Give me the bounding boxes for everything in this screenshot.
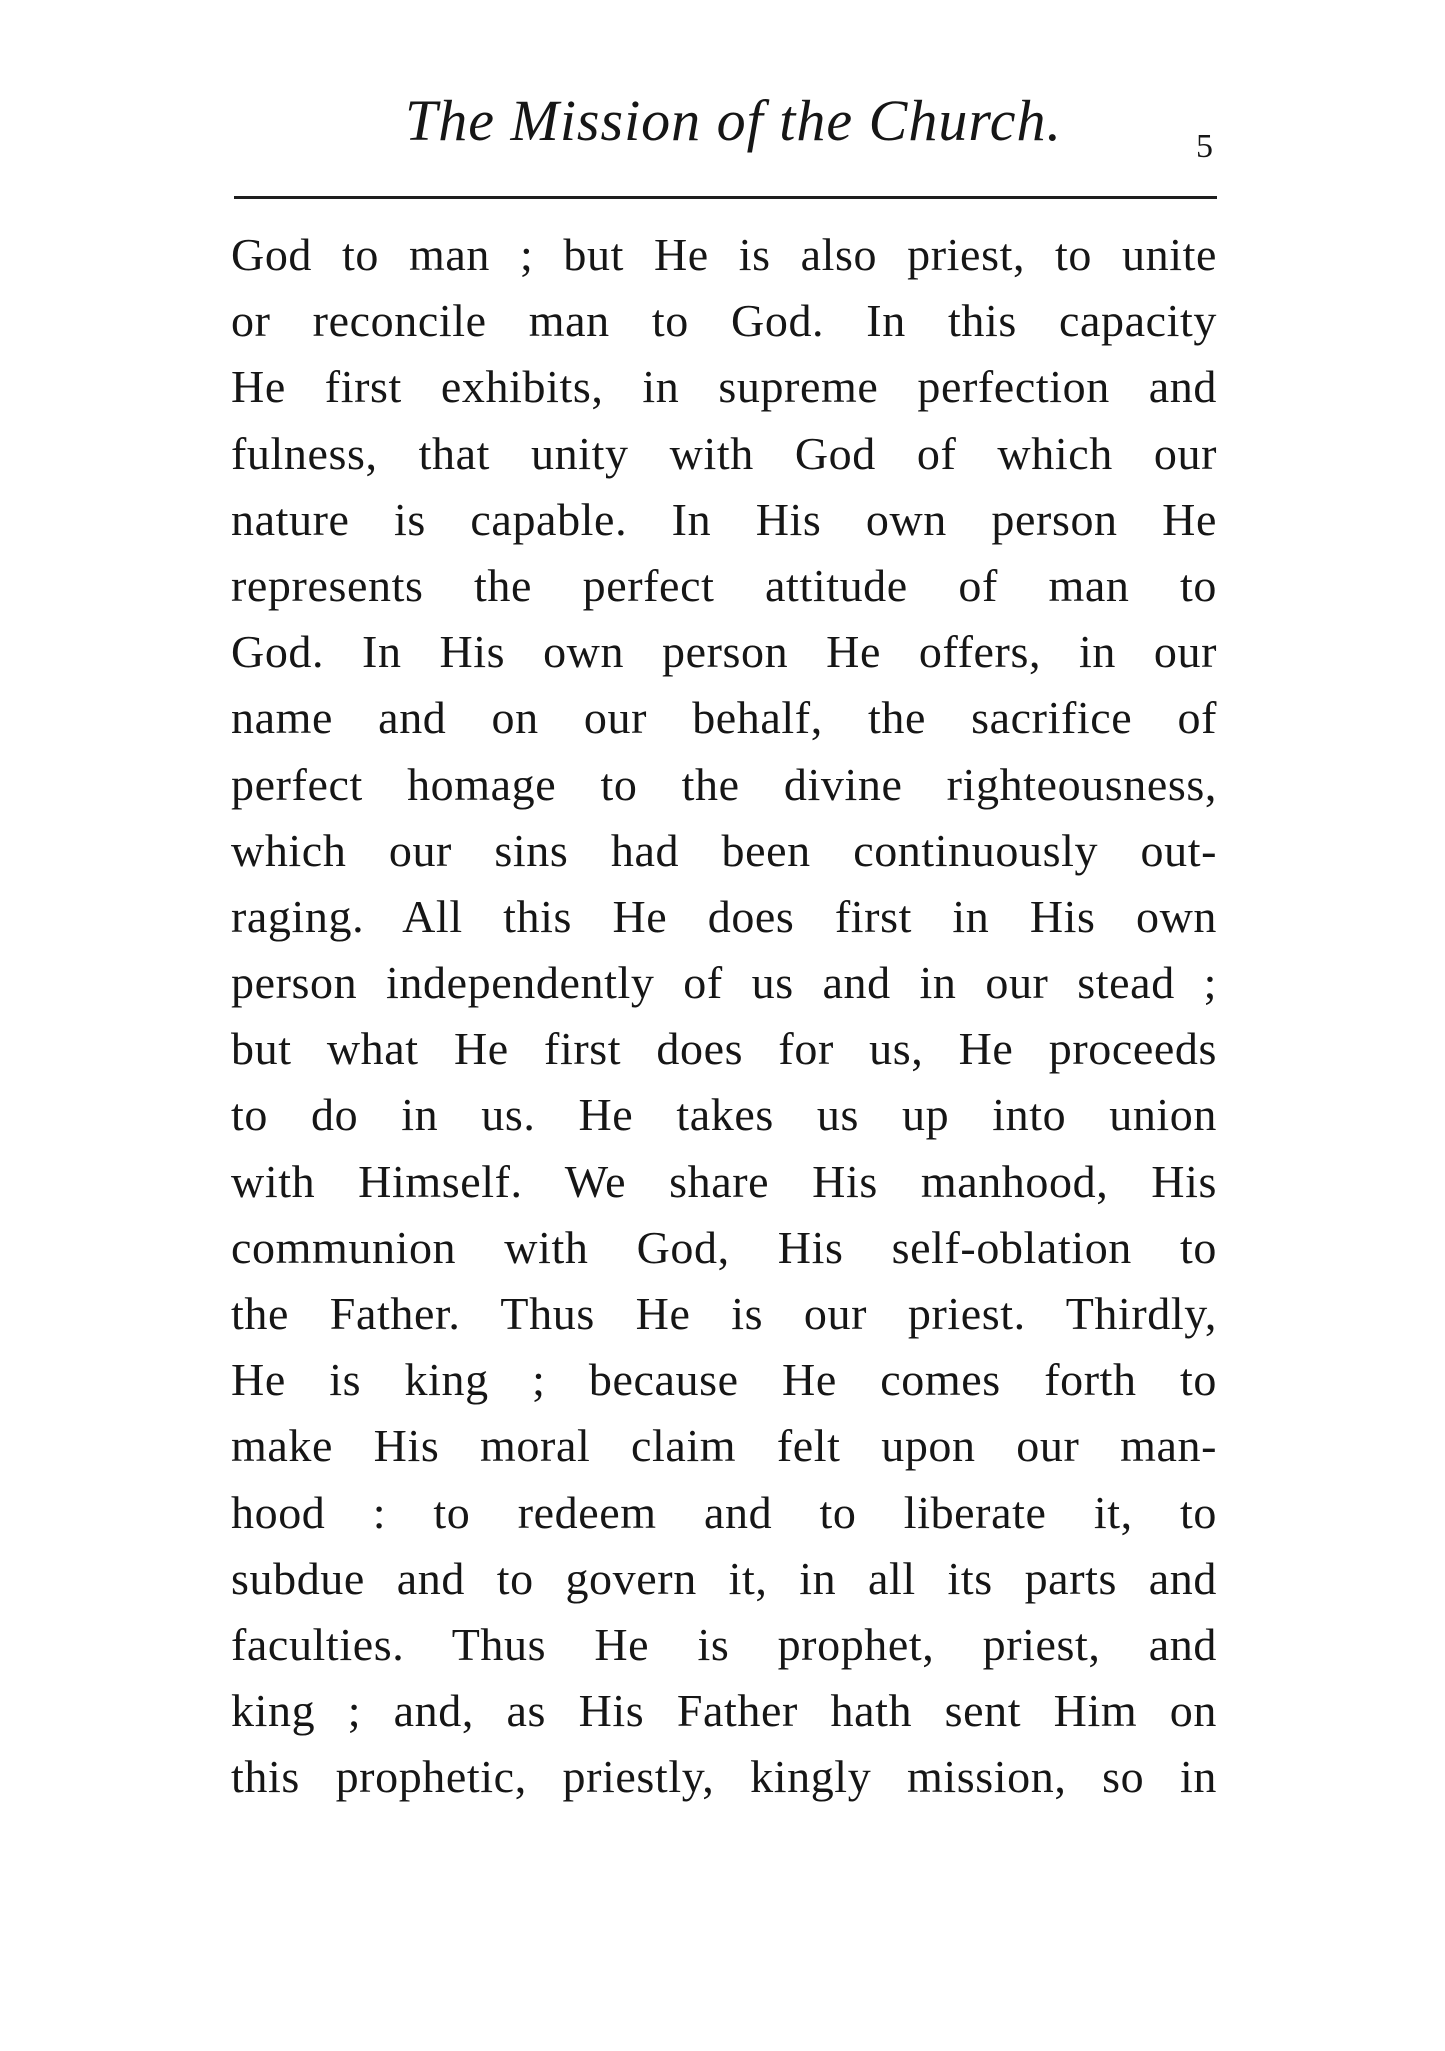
text-line: name and on our behalf, the sacrifice of <box>231 692 1217 744</box>
text-line: fulness, that unity with God of which our <box>231 427 1217 479</box>
text-line: faculties. Thus He is prophet, priest, and <box>231 1618 1217 1670</box>
text-line: God to man ; but He is also priest, to unite <box>231 229 1217 280</box>
text-line: represents the perfect attitude of man to <box>231 559 1217 611</box>
text-line: to do in us. He takes us up into union <box>231 1089 1217 1141</box>
text-line: nature is capable. In His own person He <box>231 493 1217 545</box>
text-line: perfect homage to the divine righteousness, <box>231 758 1217 810</box>
text-line: this prophetic, priestly, kingly mission, so in <box>231 1751 1217 1803</box>
text-line: but what He first does for us, He proceeds <box>231 1023 1217 1075</box>
running-title: The Mission of the Church. <box>405 88 1063 153</box>
text-line: which our sins had been continuously out- <box>231 824 1217 876</box>
text-line: He first exhibits, in supreme perfection and <box>231 361 1217 413</box>
text-line: king ; and, as His Father hath sent Him on <box>231 1685 1217 1737</box>
text-line: God. In His own person He offers, in our <box>231 626 1217 678</box>
header-rule <box>234 196 1217 199</box>
text-line: the Father. Thus He is our priest. Thirdly, <box>231 1288 1217 1339</box>
text-line: hood : to redeem and to liberate it, to <box>231 1486 1217 1538</box>
text-line: raging. All this He does first in His own <box>231 890 1217 942</box>
text-line: communion with God, His self-oblation to <box>231 1221 1217 1273</box>
body-text <box>231 222 1217 1811</box>
text-line: with Himself. We share His manhood, His <box>231 1155 1217 1207</box>
text-line: person independently of us and in our stead ; <box>231 957 1217 1009</box>
text-line: He is king ; because He comes forth to <box>231 1354 1217 1406</box>
page-number: 5 <box>1196 128 1213 165</box>
text-line: subdue and to govern it, in all its parts and <box>231 1552 1217 1604</box>
text-line: or reconcile man to God. In this capacity <box>231 295 1217 347</box>
text-line: make His moral claim felt upon our man- <box>231 1420 1217 1472</box>
